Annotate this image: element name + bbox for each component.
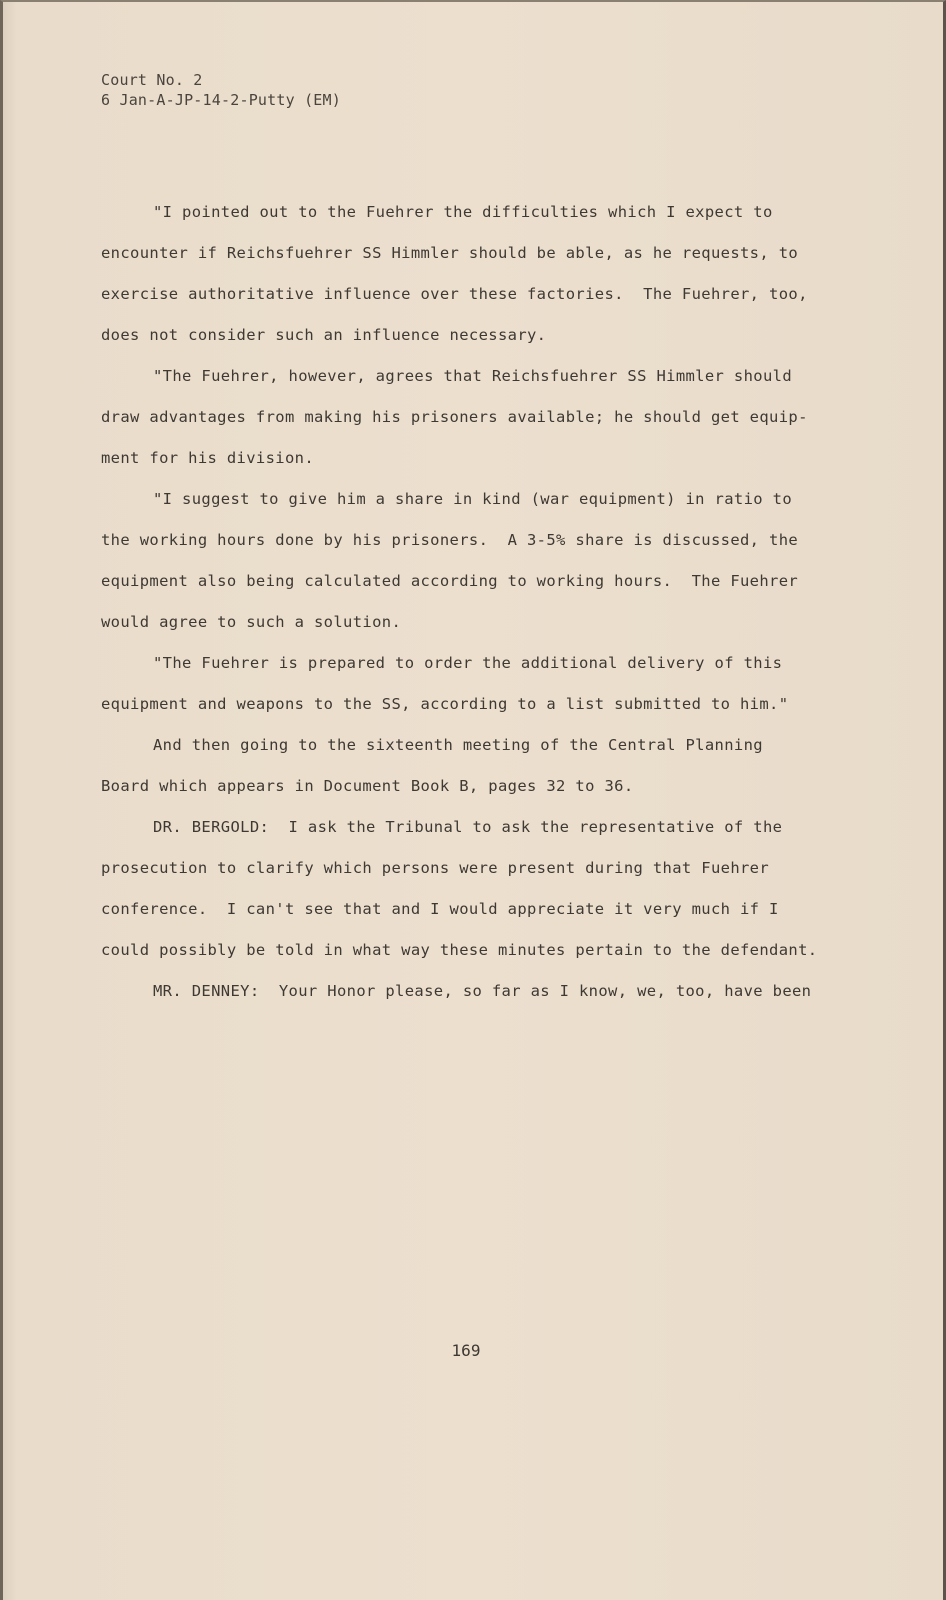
text-line: draw advantages from making his prisoners available; he should get equip- (101, 408, 808, 426)
transcript-body (101, 192, 861, 1012)
text-line: "I suggest to give him a share in kind (war equipment) in ratio to (153, 490, 792, 508)
text-line: "I pointed out to the Fuehrer the difficulties which I expect to (153, 203, 773, 221)
page-number: 169 (451, 1341, 481, 1360)
text-line: "The Fuehrer is prepared to order the additional delivery of this (153, 654, 783, 672)
text-line: MR. DENNEY: Your Honor please, so far as I know, we, too, have been (153, 982, 812, 1000)
document-header (101, 70, 341, 110)
text-line: ment for his division. (101, 449, 314, 467)
court-number: Court No. 2 (101, 71, 203, 89)
text-line: exercise authoritative influence over these factories. The Fuehrer, too, (101, 285, 808, 303)
text-line: prosecution to clarify which persons were present during that Fuehrer (101, 859, 770, 877)
text-line: equipment also being calculated according to working hours. The Fuehrer (101, 572, 799, 590)
text-line: encounter if Reichsfuehrer SS Himmler should be able, as he requests, to (101, 244, 799, 262)
text-line: equipment and weapons to the SS, according to a list submitted to him." (101, 695, 789, 713)
text-line: "The Fuehrer, however, agrees that Reichsfuehrer SS Himmler should (153, 367, 792, 385)
text-line: would agree to such a solution. (101, 613, 402, 631)
text-line: Board which appears in Document Book B, pages 32 to 36. (101, 777, 634, 795)
text-line: conference. I can't see that and I would appreciate it very much if I (101, 900, 779, 918)
text-line: does not consider such an influence necessary. (101, 326, 547, 344)
text-line: And then going to the sixteenth meeting of the Central Planning (153, 736, 763, 754)
text-line: could possibly be told in what way these minutes pertain to the defendant. (101, 941, 818, 959)
text-line: DR. BERGOLD: I ask the Tribunal to ask the representative of the (153, 818, 783, 836)
text-line: the working hours done by his prisoners. A 3-5% share is discussed, the (101, 531, 799, 549)
transcript-reference: 6 Jan-A-JP-14-2-Putty (EM) (101, 91, 341, 109)
